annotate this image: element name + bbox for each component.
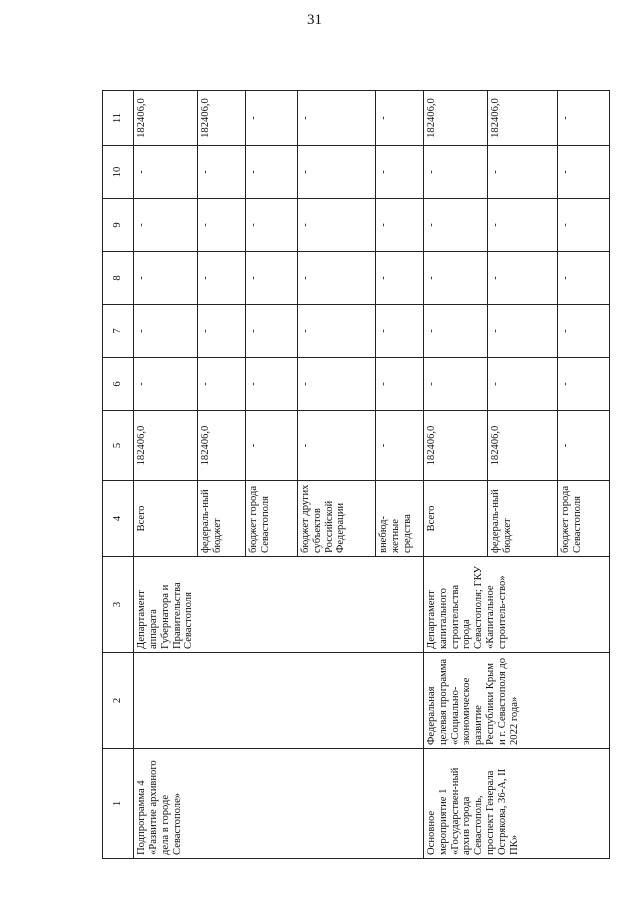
value-cell: 182406,0 — [487, 411, 557, 481]
value-cell: - — [375, 91, 423, 146]
header-cell: 1 — [103, 749, 134, 859]
value-cell: - — [134, 305, 198, 358]
funding-source: внебюд-жетные средства — [375, 481, 423, 557]
value-cell: - — [557, 199, 609, 252]
value-cell: - — [297, 305, 375, 358]
value-cell: - — [375, 411, 423, 481]
funding-source: бюджет города Севастополя — [245, 481, 297, 557]
value-cell: - — [375, 146, 423, 199]
funding-source: бюджет других субъектов Российской Федерации — [297, 481, 375, 557]
value-cell: 182406,0 — [134, 91, 198, 146]
header-cell: 10 — [103, 146, 134, 199]
value-cell: - — [375, 305, 423, 358]
program-name: Федеральная целевая программа «Социально-экономическое развитие Республики Крым и г. Севастополя до 2022 года» — [423, 653, 609, 749]
header-cell: 11 — [103, 91, 134, 146]
value-cell: - — [197, 358, 245, 411]
header-cell: 8 — [103, 252, 134, 305]
funding-source: федераль-ный бюджет — [487, 481, 557, 557]
subprogram-name: Подпрограмма 4 «Развитие архивного дела в городе Севастополе» — [134, 749, 424, 859]
value-cell: - — [487, 199, 557, 252]
value-cell: - — [557, 358, 609, 411]
funding-source: федераль-ный бюджет — [197, 481, 245, 557]
header-cell: 4 — [103, 481, 134, 557]
table-row — [134, 91, 198, 859]
value-cell: - — [245, 252, 297, 305]
value-cell: - — [297, 252, 375, 305]
value-cell: - — [245, 411, 297, 481]
header-cell: 2 — [103, 653, 134, 749]
value-cell: - — [197, 252, 245, 305]
value-cell: - — [375, 252, 423, 305]
program-name — [134, 653, 424, 749]
header-cell: 7 — [103, 305, 134, 358]
value-cell: 182406,0 — [197, 411, 245, 481]
value-cell: - — [197, 305, 245, 358]
value-cell: - — [557, 91, 609, 146]
funding-table — [102, 90, 610, 859]
value-cell: - — [557, 252, 609, 305]
value-cell: 182406,0 — [423, 91, 487, 146]
value-cell: - — [197, 199, 245, 252]
value-cell: - — [245, 91, 297, 146]
value-cell: 182406,0 — [487, 91, 557, 146]
executor: Департамент аппарата Губернатора и Правительства Севастополя — [134, 557, 198, 653]
executor: Департамент капитального строительства города Севастополя; ГКУ «Капитальное строитель-ство» — [423, 557, 609, 653]
value-cell: - — [134, 199, 198, 252]
header-cell: 6 — [103, 358, 134, 411]
value-cell: - — [557, 146, 609, 199]
event-name: Основное мероприятие 1 «Государствен-ный архив города Севастополь, проспект Генерала Острякова, 36-А, II ПК» — [423, 749, 609, 859]
value-cell: - — [375, 358, 423, 411]
header-cell: 9 — [103, 199, 134, 252]
funding-source: бюджет города Севастополя — [557, 481, 609, 557]
value-cell: - — [197, 146, 245, 199]
value-cell: - — [557, 411, 609, 481]
header-cell: 3 — [103, 557, 134, 653]
value-cell: - — [487, 305, 557, 358]
value-cell: - — [487, 358, 557, 411]
value-cell: - — [134, 358, 198, 411]
value-cell: - — [297, 411, 375, 481]
value-cell: 182406,0 — [197, 91, 245, 146]
value-cell: - — [487, 252, 557, 305]
value-cell: - — [375, 199, 423, 252]
value-cell: - — [245, 146, 297, 199]
value-cell: - — [297, 91, 375, 146]
page-number: 31 — [307, 12, 322, 28]
value-cell: - — [297, 199, 375, 252]
value-cell: - — [557, 305, 609, 358]
value-cell: - — [423, 146, 487, 199]
funding-source: Всего — [423, 481, 487, 557]
value-cell: - — [245, 358, 297, 411]
value-cell: - — [423, 305, 487, 358]
funding-source: Всего — [134, 481, 198, 557]
value-cell: - — [297, 358, 375, 411]
value-cell: - — [423, 252, 487, 305]
value-cell: - — [134, 252, 198, 305]
value-cell: - — [134, 146, 198, 199]
header-cell: 5 — [103, 411, 134, 481]
value-cell: - — [423, 199, 487, 252]
table-row — [423, 91, 487, 859]
value-cell: - — [245, 199, 297, 252]
value-cell: - — [297, 146, 375, 199]
value-cell: - — [487, 146, 557, 199]
value-cell: - — [245, 305, 297, 358]
header-row — [103, 91, 134, 859]
value-cell: - — [423, 358, 487, 411]
rotated-table-sheet — [102, 91, 583, 859]
value-cell: 182406,0 — [134, 411, 198, 481]
value-cell: 182406,0 — [423, 411, 487, 481]
